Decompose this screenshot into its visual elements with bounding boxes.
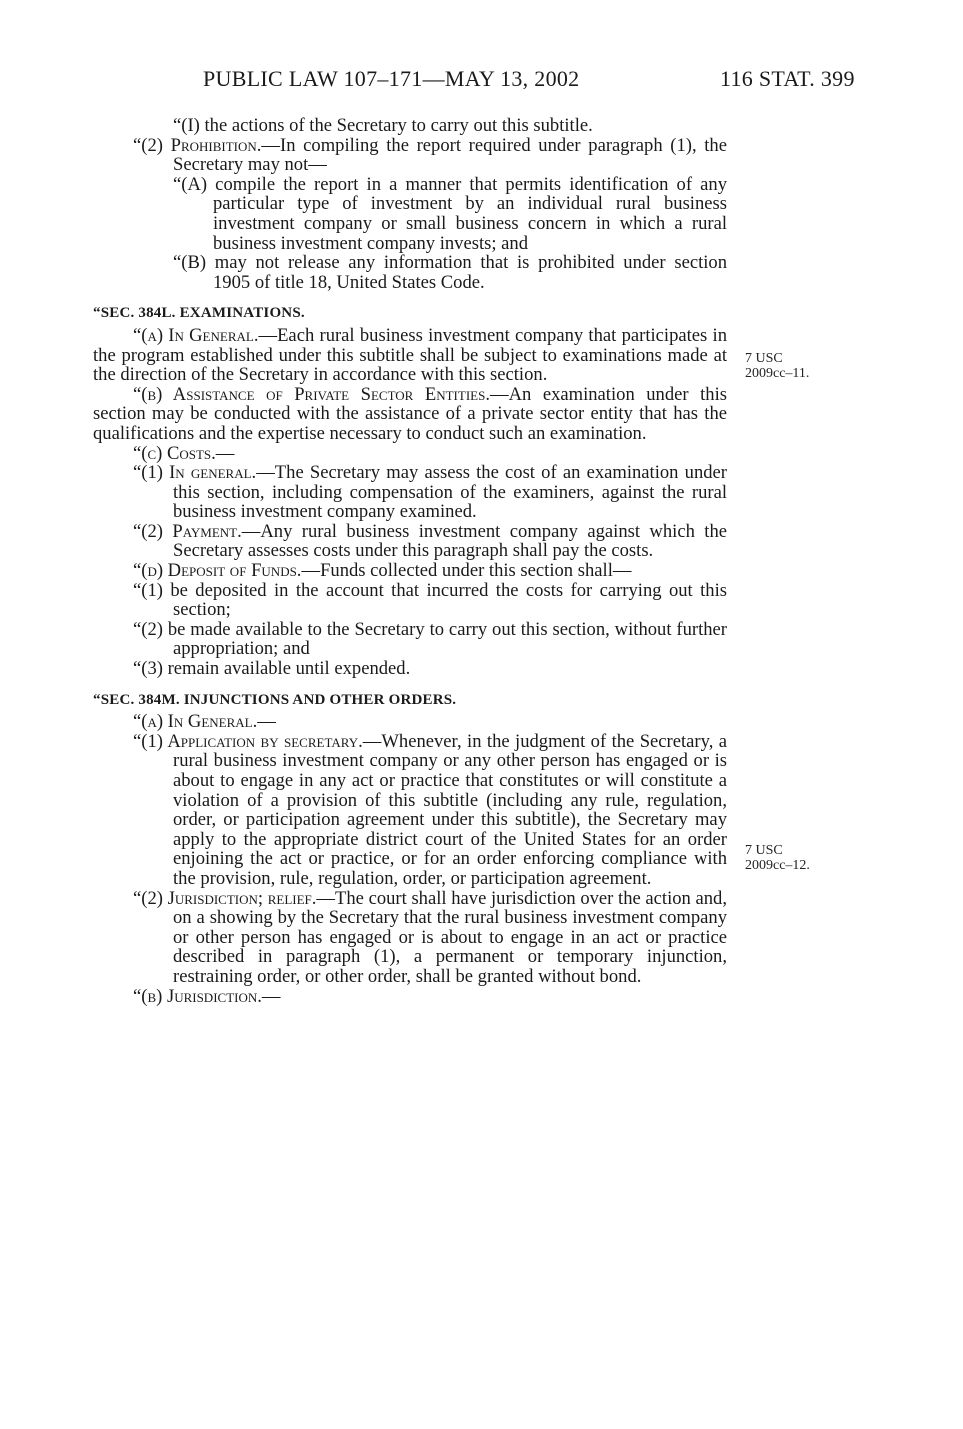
paragraph-text: —Any rural business investment company against which the Secretary assesses costs under this paragraph shall pay the costs. [173,520,728,562]
paragraph: “(1) be deposited in the account that incurred the costs for carrying out this section; [133,579,727,621]
paragraph: “(3) remain available until expended. [133,658,411,680]
margin-note-line: 2009cc–12. [745,858,810,873]
paragraph-heading: “(d) Deposit of Funds. [133,560,302,582]
paragraph-heading: “(b) Assistance of Private Sector Entities. [133,383,490,405]
paragraph-text: —The Secretary may assess the cost of an examination under this section, including compensation of the examiners, against the rural business investment company examined. [173,462,727,523]
paragraph: “(2) be made available to the Secretary to carry out this section, without further appropriation; and [133,618,727,660]
margin-note-usc-1 [745,351,809,381]
paragraph: “(A) compile the report in a manner that permits identification of any particular type of investment by an individual rural business investment company or small business concern in which a rural business investment company invests; and [173,173,727,254]
paragraph-text: — [261,985,281,1007]
paragraph [93,712,727,732]
paragraph-text: — [257,711,276,733]
paragraph-text: —Each rural business investment company that participates in the program established under this subtitle shall be subject to examinations made at the direction of the Secretary in accordance with this section. [93,324,727,386]
paragraph [93,889,727,987]
margin-note-line: 7 USC [745,843,783,858]
paragraph-heading: “(c) Costs. [133,442,216,464]
paragraph [93,463,727,522]
margin-note-usc-2 [745,843,810,873]
paragraph-text: — [215,442,235,464]
margin-note-line: 2009cc–11. [745,366,810,381]
paragraph-text: —An examination under this section may be conducted with the assistance of a private sector entity that has the qualifications and the expertise necessary to conduct such an examination. [93,383,727,444]
paragraph: “(I) the actions of the Secretary to carry out this subtitle. [173,115,593,136]
paragraph-heading: “(2) Prohibition. [133,134,262,156]
paragraph [93,987,727,1007]
paragraph-heading: “(2) Payment. [133,520,242,542]
paragraph [93,732,727,889]
paragraph-heading: “(b) Jurisdiction. [133,985,262,1007]
paragraph [93,385,727,444]
paragraph [93,561,727,581]
statute-text [93,116,727,1006]
paragraph [93,136,727,175]
paragraph-text: —Funds collected under this section shall— [301,560,632,582]
section-heading-384l: “SEC. 384L. EXAMINATIONS. [93,305,305,322]
running-header-title: PUBLIC LAW 107–171—MAY 13, 2002 [203,66,580,91]
margin-note-line: 7 USC [745,351,783,366]
paragraph [93,522,727,561]
section-heading-384m: “SEC. 384M. INJUNCTIONS AND OTHER ORDERS. [93,691,457,708]
paragraph [93,444,727,464]
paragraph [93,326,727,385]
paragraph: “(B) may not release any information that is prohibited under section 1905 of title 18, United States Code. [173,252,727,293]
paragraph-heading: “(a) In General. [133,711,258,733]
paragraph-text: —In compiling the report required under paragraph (1), the Secretary may not— [173,134,727,176]
paragraph-text: —The court shall have jurisdiction over the action and, on a showing by the Secretary that the rural business investment company or other person has engaged or is about to engage in an act or practice described in paragraph (1), a permanent or temporary injunction, restraining order, or other order, shall be granted without bond. [173,887,727,987]
paragraph-text: —Whenever, in the judgment of the Secretary, a rural business investment company or any other person has engaged or is about to engage in any act or practice that constitutes or will constitute a violation of a provision of this subtitle (including any rule, regulation, order, or participation agreement under this subtitle), the Secretary may apply to the appropriate district court of the United States for an order enjoining the act or practice, or for an order enforcing compliance with the provision, rule, regulation, order, or participation agreement. [173,730,728,889]
page-citation: 116 STAT. 399 [720,66,855,91]
paragraph-heading: “(2) Jurisdiction; relief. [133,887,317,909]
paragraph-heading: “(1) Application by secretary. [133,730,363,752]
paragraph-heading: “(1) In general. [133,462,257,484]
paragraph-heading: “(a) In General. [133,324,259,346]
